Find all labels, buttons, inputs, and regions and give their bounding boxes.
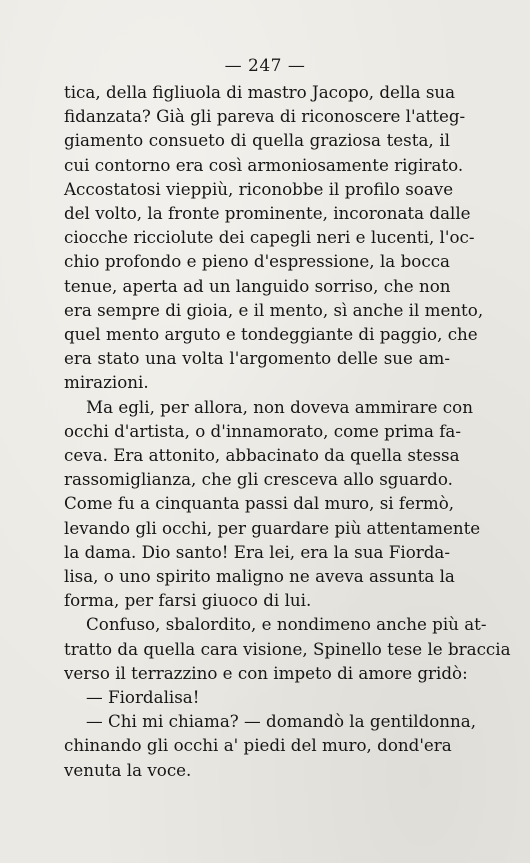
text-line: Ma egli, per allora, non doveva ammirare con: [86, 396, 473, 417]
text-line: rassomiglianza, che gli cresceva allo sguardo.: [64, 469, 453, 490]
text-line: lisa, o uno spirito maligno ne aveva assunta la: [64, 566, 455, 587]
text-line: era sempre di gioia, e il mento, sì anche il mento,: [64, 299, 484, 320]
text-line: era stato una volta l'argomento delle sue am-: [64, 348, 450, 369]
text-line: tratto da quella cara visione, Spinello tese le braccia: [64, 638, 511, 659]
text-line: chinando gli occhi a' piedi del muro, dond'era: [64, 735, 452, 756]
body-text: [64, 80, 511, 782]
text-line: giamento consueto di quella graziosa testa, il: [64, 130, 450, 151]
text-line: cui contorno era così armoniosamente rigirato.: [64, 154, 464, 175]
text-line: quel mento arguto e tondeggiante di paggio, che: [64, 324, 478, 345]
text-line: — Fiordalisa!: [86, 687, 200, 708]
text-line: venuta la voce.: [64, 759, 192, 780]
text-line: del volto, la fronte prominente, incoronata dalle: [64, 203, 471, 224]
text-line: forma, per farsi giuoco di lui.: [64, 590, 312, 611]
text-line: mirazioni.: [64, 372, 149, 393]
text-line: Come fu a cinquanta passi dal muro, si fermò,: [64, 493, 455, 514]
text-line: ceva. Era attonito, abbacinato da quella stessa: [64, 445, 460, 466]
page-number: — 247 —: [224, 56, 306, 76]
text-line: levando gli occhi, per guardare più attentamente: [64, 517, 481, 538]
text-line: ciocche ricciolute dei capegli neri e lucenti, l'oc-: [64, 227, 475, 248]
text-line: tenue, aperta ad un languido sorriso, che non: [64, 275, 451, 296]
text-line: Accostatosi vieppiù, riconobbe il profilo soave: [64, 178, 454, 199]
text-line: chio profondo e pieno d'espressione, la bocca: [64, 251, 450, 272]
text-line: Confuso, sbalordito, e nondimeno anche più at-: [86, 614, 487, 635]
text-line: — Chi mi chiama? — domandò la gentildonna,: [86, 711, 477, 732]
text-line: fidanzata? Già gli pareva di riconoscere l'atteg-: [64, 106, 466, 127]
text-line: occhi d'artista, o d'innamorato, come prima fa-: [64, 420, 461, 441]
text-line: la dama. Dio santo! Era lei, era la sua Fiorda-: [64, 541, 450, 562]
text-line: tica, della figliuola di mastro Jacopo, della sua: [64, 82, 456, 102]
text-line: verso il terrazzino e con impeto di amore gridò:: [64, 662, 468, 683]
